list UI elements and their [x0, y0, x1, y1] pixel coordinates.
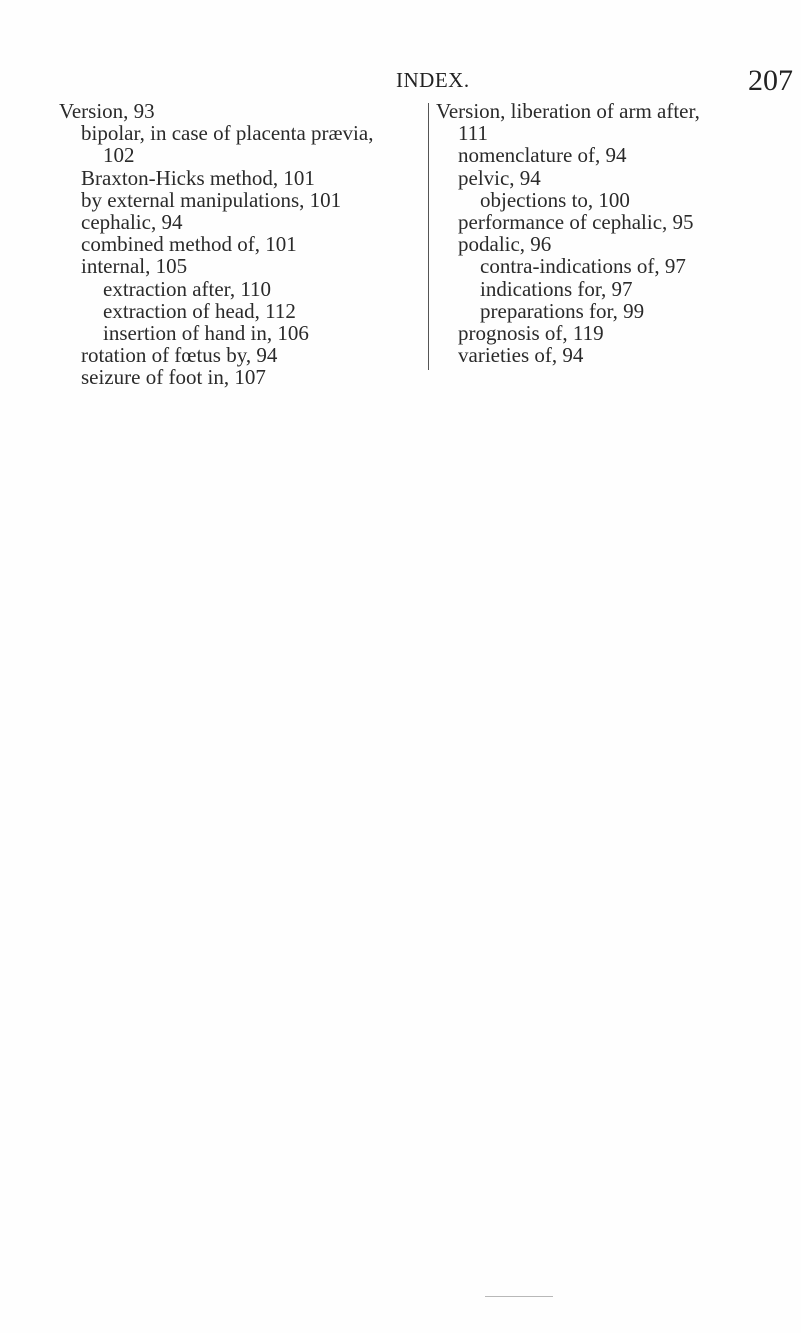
index-entry: nomenclature of, 94 — [458, 143, 627, 168]
index-entry: 111 — [458, 121, 488, 146]
column-divider — [428, 103, 429, 370]
right-column — [436, 100, 796, 366]
index-entry: Version, 93 — [59, 99, 155, 123]
index-entry: pelvic, 94 — [458, 165, 541, 190]
index-entry: preparations for, 99 — [480, 298, 645, 323]
left-column — [59, 100, 419, 389]
index-entry: contra-indications of, 97 — [480, 254, 686, 279]
page-title: INDEX. — [396, 68, 470, 92]
index-entry: extraction after, 110 — [103, 276, 272, 301]
index-entry: podalic, 96 — [458, 232, 552, 257]
index-entry: Braxton-Hicks method, 101 — [81, 165, 315, 190]
index-entry: prognosis of, 119 — [458, 321, 604, 346]
index-entry: seizure of foot in, 107 — [81, 365, 266, 390]
scan-mark — [485, 1296, 553, 1297]
index-entry: indications for, 97 — [480, 276, 633, 301]
index-entry: cephalic, 94 — [81, 210, 183, 235]
index-entry: objections to, 100 — [480, 187, 630, 212]
index-entry: performance of cephalic, 95 — [458, 210, 694, 235]
index-entry: bipolar, in case of placenta prævia, — [81, 121, 374, 146]
index-entry: internal, 105 — [81, 254, 188, 279]
index-entry: by external manipulations, 101 — [81, 187, 342, 212]
index-entry: extraction of head, 112 — [103, 298, 296, 323]
index-entry: rotation of fœtus by, 94 — [81, 343, 278, 368]
index-entry: 102 — [103, 143, 135, 168]
page-number: 207 — [748, 64, 793, 97]
index-entry: varieties of, 94 — [458, 343, 584, 368]
index-entry: Version, liberation of arm after, — [436, 99, 700, 123]
running-head — [0, 64, 801, 104]
index-entry: insertion of hand in, 106 — [103, 321, 309, 346]
index-entry: combined method of, 101 — [81, 232, 297, 257]
